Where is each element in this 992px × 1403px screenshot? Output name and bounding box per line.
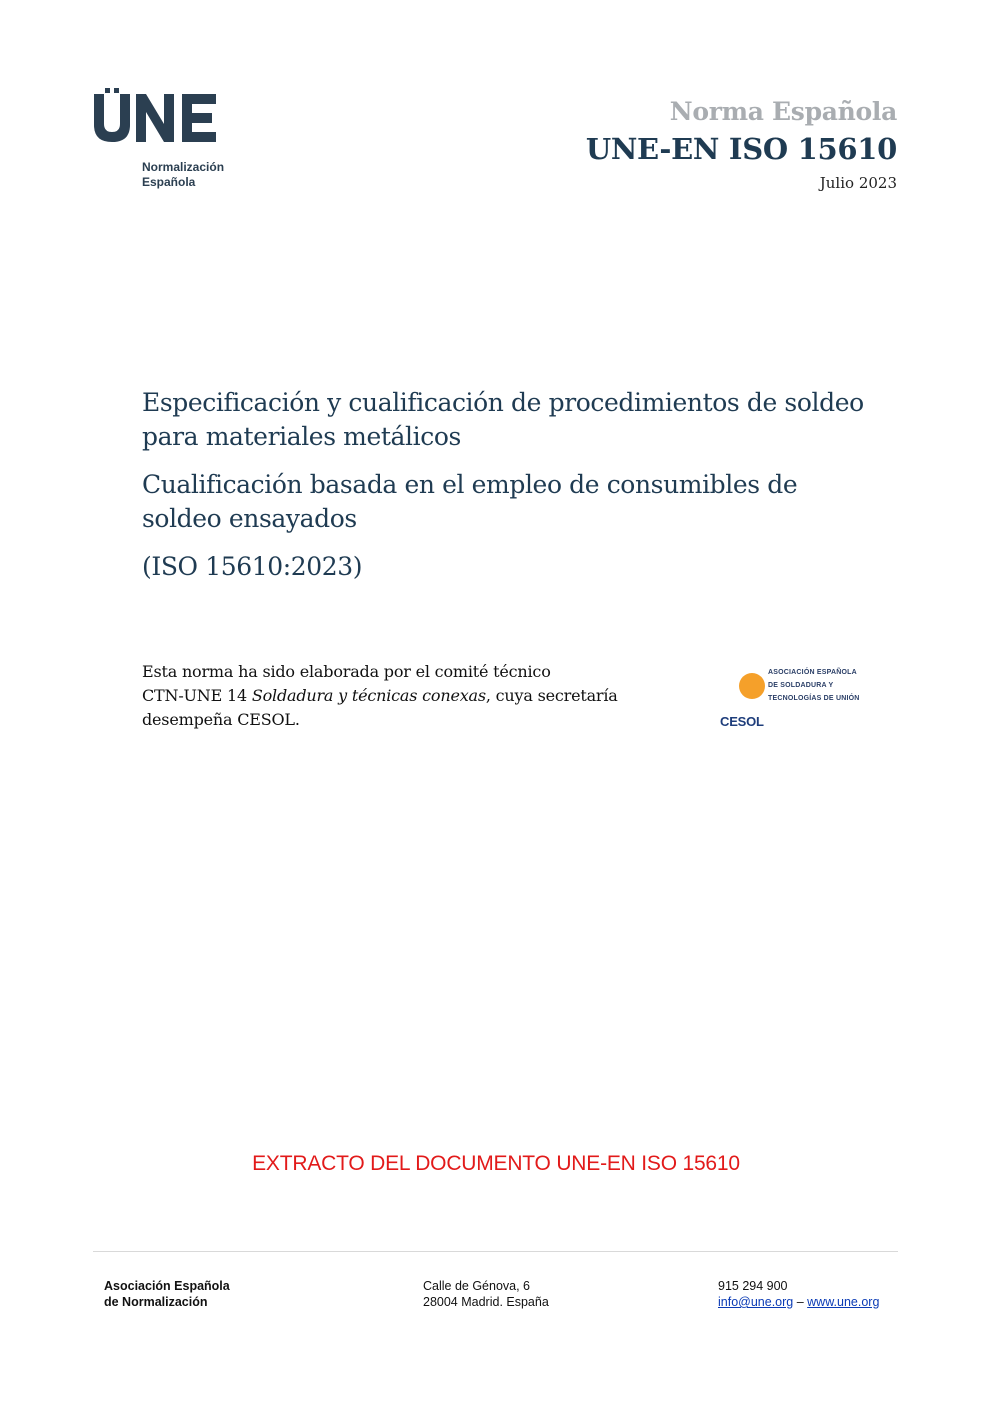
committee-line1: Esta norma ha sido elaborada por el comité técnico — [142, 662, 551, 681]
norma-date: Julio 2023 — [819, 174, 897, 192]
footer-email-link[interactable]: info@une.org — [718, 1295, 794, 1309]
footer-website-link[interactable]: www.une.org — [807, 1295, 880, 1309]
cesol-logo-text — [768, 666, 860, 705]
committee-name: Soldadura y técnicas conexas — [251, 686, 486, 705]
footer-contact — [718, 1278, 879, 1310]
cesol-logo — [718, 662, 878, 732]
extract-notice: EXTRACTO DEL DOCUMENTO UNE-EN ISO 15610 — [252, 1152, 740, 1175]
cesol-text-line3: TECNOLOGÍAS DE UNIÓN — [768, 695, 860, 702]
une-logo-subtitle-line2: Española — [142, 175, 196, 189]
footer-org-line2: de Normalización — [104, 1295, 208, 1309]
title-main-line1: Especificación y cualificación de procedimientos de soldeo — [142, 388, 864, 417]
committee-line2 — [142, 684, 662, 708]
title-main-line2: para materiales metálicos — [142, 422, 461, 451]
committee-line3: desempeña CESOL. — [142, 710, 300, 729]
footer-links — [718, 1294, 879, 1310]
title-sub-line2: soldeo ensayados — [142, 504, 357, 533]
une-logo-subtitle-line1: Normalización — [142, 160, 225, 174]
une-logo-subtitle — [142, 160, 224, 190]
une-logo — [92, 88, 262, 198]
footer-address-line2: 28004 Madrid. España — [423, 1295, 549, 1309]
norma-code: UNE-EN ISO 15610 — [585, 132, 897, 166]
committee-code: CTN-UNE 14 — [142, 686, 252, 705]
norma-label: Norma Española — [669, 97, 897, 126]
footer-divider — [93, 1251, 898, 1252]
footer-phone: 915 294 900 — [718, 1279, 788, 1293]
committee-line2-suffix: , cuya secretaría — [485, 686, 618, 705]
une-logo-mark — [92, 88, 232, 144]
document-header — [586, 96, 897, 192]
footer-organization — [104, 1278, 230, 1310]
cesol-logo-mark — [720, 662, 770, 716]
cesol-text-line1: ASOCIACIÓN ESPAÑOLA — [768, 669, 857, 676]
cesol-logo-name: CESOL — [720, 714, 764, 729]
committee-statement — [142, 660, 662, 732]
cesol-text-line2: DE SOLDADURA Y — [768, 682, 834, 689]
footer-address — [423, 1278, 549, 1310]
title-iso-reference: (ISO 15610:2023) — [142, 552, 363, 581]
footer-link-separator: – — [793, 1295, 808, 1309]
document-title — [142, 386, 912, 584]
footer-org-line1: Asociación Española — [104, 1279, 230, 1293]
footer-address-line1: Calle de Génova, 6 — [423, 1279, 531, 1293]
title-sub-line1: Cualificación basada en el empleo de consumibles de — [142, 470, 798, 499]
